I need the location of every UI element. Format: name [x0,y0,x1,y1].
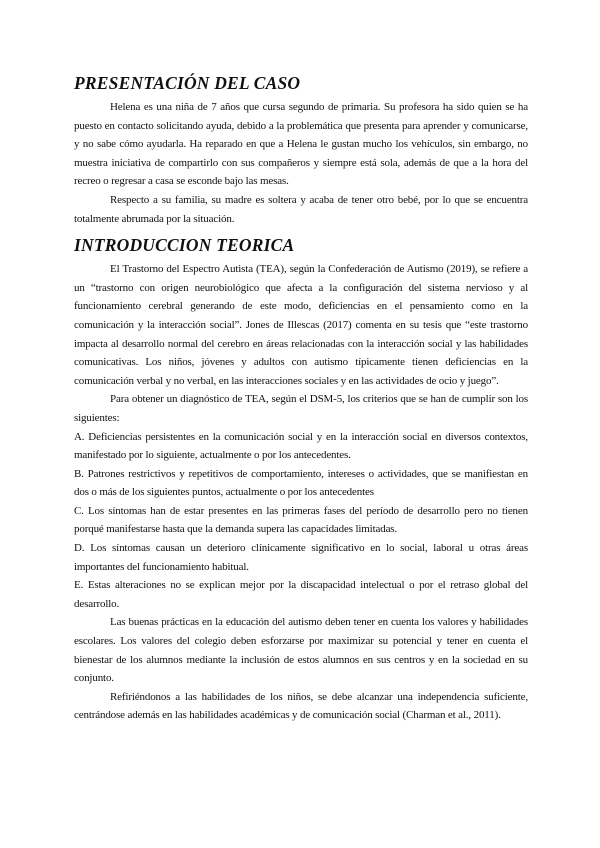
criterion-item: B. Patrones restrictivos y repetitivos de comportamiento, intereses o actividades, que se manifiestan en dos o más de los siguientes puntos, actualmente o por los antecedentes [74,467,528,499]
section-title-presentacion: PRESENTACIÓN DEL CASO [74,73,301,93]
family-paragraph: Respecto a su familia, su madre es soltera y acaba de tener otro bebé, por lo que se encuentra totalmente abrumada por la situación. [74,193,528,225]
page-content [74,72,528,725]
section-title-introduccion: INTRODUCCION TEORICA [74,235,295,256]
criterion-item: E. Estas alteraciones no se explican mejor por la discapacidad intelectual o por el retraso global del desarrollo. [74,579,528,610]
case-paragraph: Helena es una niña de 7 años que cursa segundo de primaria. Su profesora ha sido quien se ha puesto en contacto solicitando ayuda, debido a la problemática que presenta para aprender y comunicarse, y no sabe cómo ayudarla. Ha reparado en que a Helena le gustan mucho los vehículos, sin embargo, no muestra iniciativa de compartirlo con sus compañeros y siempre está sola, además de que a la hora del recreo o regresar a casa se esconde bajo las mesas. [74,101,528,188]
criteria-intro-paragraph: Para obtener un diagnóstico de TEA, según el DSM-5, los criterios que se han de cumplir son los siguientes: [74,393,528,424]
criterion-item: C. Los síntomas han de estar presentes en las primeras fases del período de desarrollo pero no tienen porqué manifestarse hasta que la demanda supera las capacidades limitadas. [74,504,528,536]
good-practices-paragraph: Las buenas prácticas en la educación del autismo deben tener en cuenta los valores y habilidades escolares. Los valores del colegio deben esforzarse por maximizar su potencial y tener en cuenta el bienestar de los alumnos mediante la inclusión de estos alumnos en sus centros y en la sociedad en su conjunto. [74,616,528,685]
criterion-item: A. Deficiencias persistentes en la comunicación social y en la interacción social en diversos contextos, manifestado por lo siguiente, actualmente o por los antecedentes. [74,430,528,462]
criterion-item: D. Los síntomas causan un deterioro clínicamente significativo en lo social, laboral u otras áreas importantes del funcionamiento habitual. [74,542,528,573]
skills-paragraph: Refiriéndonos a las habilidades de los niños, se debe alcanzar una independencia suficiente, centrándose además en las habilidades académicas y de comunicación social (Charman et al., 2011). [74,690,528,722]
tea-definition-paragraph: El Trastorno del Espectro Autista (TEA), según la Confederación de Autismo (2019), se refiere a un “trastorno con origen neurobiológico que afecta a la configuración del sistema nervioso y al funcionamiento cerebral generando de este modo, deficiencias en el pensamiento como en la comunicación y la interacción social”. Jones de Illescas (2017) comenta en su tesis que “este trastorno impacta al desarrollo normal del cerebro en áreas relacionadas con la interacción social y las habilidades comunicativas. Los niños, jóvenes y adultos con autismo típicamente tienen deficiencias en la comunicación verbal y no verbal, en las interacciones sociales y en las actividades de ocio y juego”. [74,263,528,387]
